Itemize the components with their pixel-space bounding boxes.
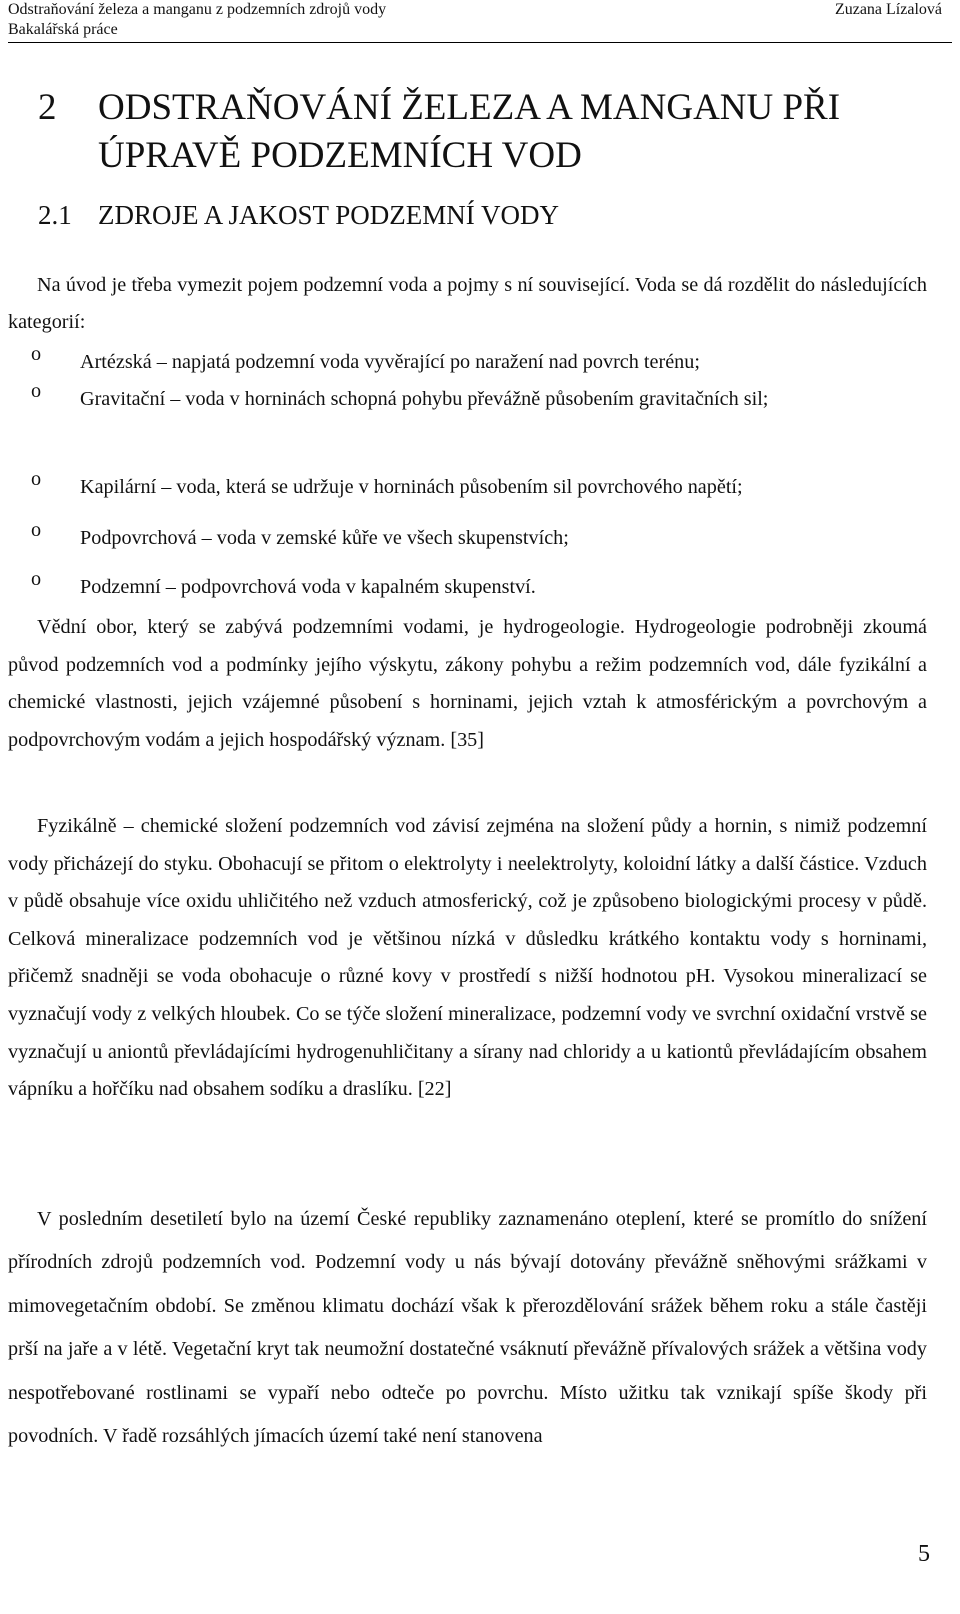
bullet-marker: o [31,343,42,365]
chapter-title: ODSTRAŇOVÁNÍ ŽELEZA A MANGANU PŘI ÚPRAVĚ PODZEMNÍCH VOD [98,87,841,176]
header-left [8,0,386,40]
page-header [8,0,952,43]
list-item-text: Podzemní – podpovrchová voda v kapalném skupenství. [80,576,536,598]
bullet-marker: o [31,568,42,590]
bullet-marker: o [31,468,42,490]
header-document-title: Odstraňování železa a manganu z podzemních zdrojů vody [8,1,387,18]
chapter-number: 2 [38,87,57,128]
page-number: 5 [918,1541,930,1567]
paragraph-climate: V posledním desetiletí bylo na území České republiky zaznamenáno oteplení, které se promítlo do snížení přírodních zdrojů podzemních vod. Podzemní vody u nás bývají dotovány převážně sněhovými srážkami v mimovegetačním období. Se změnou klimatu dochází však k přerozdělování srážek během roku a stále častěji prší na jaře a v létě. Vegetační kryt tak neumožní dostatečné vsáknutí převážně přívalových srážek a většina vody nespotřebované rostlinami se vypaří nebo odteče po povrchu. Místo užitku tak vznikají spíše škody při povodních. V řadě rozsáhlých jímacích území také není stanovena [8,1208,927,1448]
header-document-type: Bakalářská práce [8,21,118,38]
section-number: 2.1 [38,200,72,230]
list-item-text: Artézská – napjatá podzemní voda vyvěrající po naražení nad povrch terénu; [80,351,700,373]
list-item-text: Gravitační – voda v horninách schopná pohybu převážně působením gravitačních sil; [80,388,769,410]
header-author: Zuzana Lízalová [834,1,942,18]
bullet-marker: o [31,519,42,541]
list-item-text: Podpovrchová – voda v zemské kůře ve všech skupenstvích; [80,527,569,549]
paragraph-intro: Na úvod je třeba vymezit pojem podzemní voda a pojmy s ní související. Voda se dá rozdělit do následujících kategorií: [8,274,927,333]
list-item-text: Kapilární – voda, která se udržuje v horninách působením sil povrchového napětí; [80,476,743,498]
paragraph-composition: Fyzikálně – chemické složení podzemních vod závisí zejména na složení půdy a hornin, s nimiž podzemní vody přicházejí do styku. Obohacují se přitom o elektrolyty i neelektrolyty, koloidní látky a další částice. Vzduch v půdě obsahuje více oxidu uhličitého než vzduch atmosferický, což je způsobeno biologickými procesy v půdě. Celková mineralizace podzemních vod je většinou nízká v důsledku krátkého kontaktu vody s horninami, přičemž snadněji se voda obohacuje o různé kovy v prostředí s nižší hodnotou pH. Vysokou mineralizací se vyznačují vody z velkých hloubek. Co se týče složení mineralizace, podzemní vody ve svrchní oxidační vrstvě se vyznačují u aniontů převládajícími hydrogenuhličitany a sírany nad chloridy a u kationtů převládajícím obsahem vápníku a hořčíku nad obsahem sodíku a draslíku. [22] [8,815,927,1101]
section-title: ZDROJE A JAKOST PODZEMNÍ VODY [98,200,560,230]
bullet-marker: o [31,380,42,402]
paragraph-hydrogeology: Vědní obor, který se zabývá podzemními vodami, je hydrogeologie. Hydrogeologie podrobněji zkoumá původ podzemních vod a podmínky jejího výskytu, zákony pohybu a režim podzemních vod, dále fyzikální a chemické vlastnosti, jejich vzájemné působení s horninami, jejich vztah k atmosférickým a povrchovým a podpovrchovým vodám a jejich hospodářský význam. [35] [8,616,927,751]
